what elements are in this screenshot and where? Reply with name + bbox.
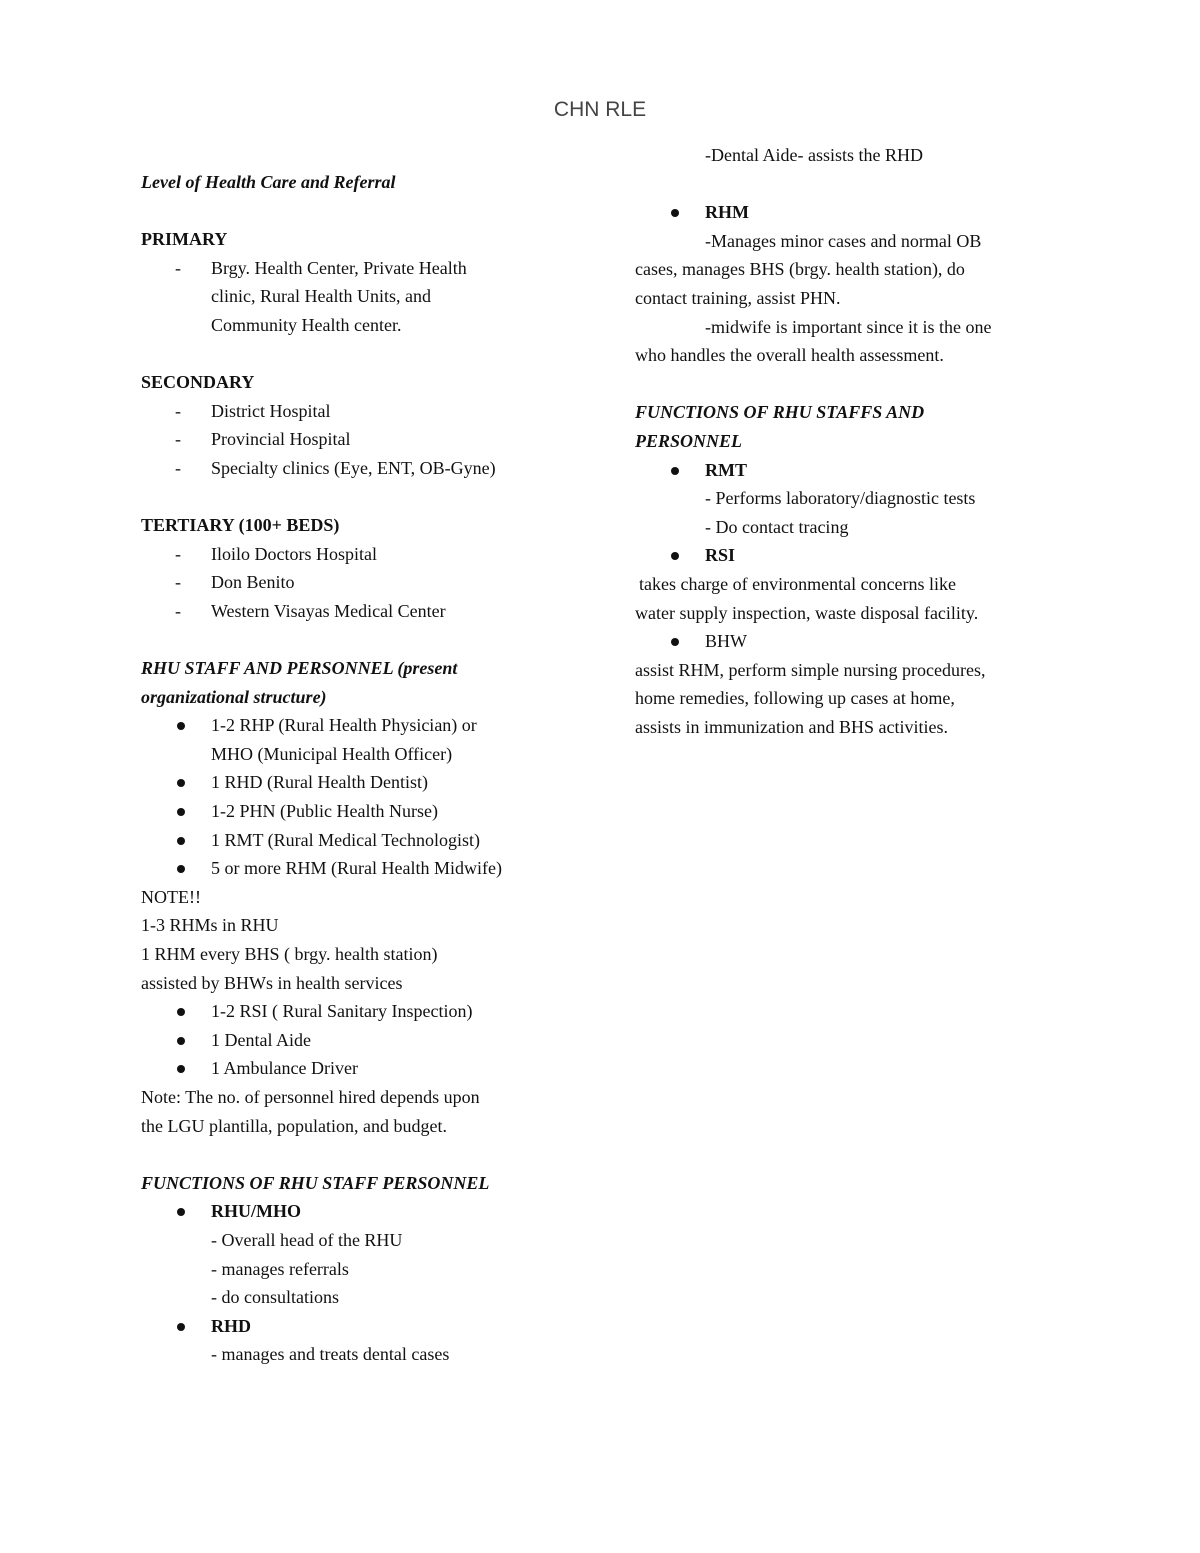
note-line: 1 RHM every BHS ( brgy. health station): [141, 944, 438, 965]
staff-bullet: 1-2 PHN (Public Health Nurse): [141, 797, 581, 826]
secondary-item: - Specialty clinics (Eye, ENT, OB-Gyne): [175, 457, 496, 478]
rhu-staff-heading: RHU STAFF AND PERSONNEL (present: [141, 658, 458, 679]
tertiary-item: - Western Visayas Medical Center: [175, 600, 446, 621]
staff-bullet: 1 Dental Aide: [141, 1026, 581, 1055]
functions2-heading: FUNCTIONS OF RHU STAFFS AND: [635, 402, 925, 423]
bullet-icon: [671, 552, 679, 560]
function-line: - do consultations: [211, 1287, 339, 1308]
staff-bullet: 1 RMT (Rural Medical Technologist): [141, 826, 581, 855]
bhw-line: assist RHM, perform simple nursing procedures,: [635, 659, 986, 680]
bhw-line: assists in immunization and BHS activities.: [635, 716, 948, 737]
function-line: - manages referrals: [211, 1258, 349, 1279]
bullet-icon: [177, 1323, 185, 1331]
bullet-icon: [671, 209, 679, 217]
staff-bullet-cont: MHO (Municipal Health Officer): [211, 743, 453, 764]
bhw-line: home remedies, following up cases at home,: [635, 688, 955, 709]
note2-line: the LGU plantilla, population, and budget.: [141, 1115, 447, 1136]
secondary-title: SECONDARY: [141, 372, 255, 393]
right-column: [635, 141, 1075, 741]
bullet-icon: [177, 779, 185, 787]
function-bullet-rhm: RHM: [635, 198, 1075, 227]
bullet-icon: [177, 865, 185, 873]
function-bullet-rhu-mho: RHU/MHO: [141, 1197, 581, 1226]
bullet-icon: [671, 467, 679, 475]
bullet-icon: [177, 837, 185, 845]
left-column: [141, 168, 581, 1369]
functions-heading: FUNCTIONS OF RHU STAFF PERSONNEL: [141, 1172, 490, 1193]
bullet-icon: [177, 1037, 185, 1045]
bullet-icon: [177, 808, 185, 816]
function-line: - manages and treats dental cases: [211, 1344, 450, 1365]
rhm-line: -Manages minor cases and normal OB: [705, 230, 982, 251]
rsi-line: water supply inspection, waste disposal facility.: [635, 602, 979, 623]
page-header-title: CHN RLE: [553, 98, 647, 121]
note-line: assisted by BHWs in health services: [141, 972, 403, 993]
bullet-icon: [177, 722, 185, 730]
rhm-line: who handles the overall health assessment.: [635, 345, 944, 366]
dash-marker: -: [175, 257, 181, 278]
staff-bullet: 1 RHD (Rural Health Dentist): [141, 768, 581, 797]
primary-title: PRIMARY: [141, 229, 228, 250]
staff-bullet: 5 or more RHM (Rural Health Midwife): [141, 854, 581, 883]
staff-bullet: 1 Ambulance Driver: [141, 1054, 581, 1083]
section-heading-levels: Level of Health Care and Referral: [141, 172, 396, 192]
rhu-staff-heading-cont: organizational structure): [141, 686, 327, 707]
dental-aide-line: -Dental Aide- assists the RHD: [705, 145, 923, 165]
function-bullet-rsi: RSI: [635, 541, 1075, 570]
secondary-item: - Provincial Hospital: [175, 429, 351, 450]
rmt-line: - Do contact tracing: [705, 516, 849, 537]
tertiary-item: - Iloilo Doctors Hospital: [175, 543, 377, 564]
rhm-line: contact training, assist PHN.: [635, 287, 841, 308]
rhm-line: -midwife is important since it is the one: [705, 316, 992, 337]
tertiary-title: TERTIARY (100+ BEDS): [141, 515, 340, 536]
rhm-line: cases, manages BHS (brgy. health station), do: [635, 259, 965, 280]
function-bullet-rmt: RMT: [635, 456, 1075, 485]
function-line: - Overall head of the RHU: [211, 1229, 403, 1250]
bullet-icon: [177, 1065, 185, 1073]
primary-item: - Brgy. Health Center, Private Health: [141, 254, 581, 283]
tertiary-item: - Don Benito: [175, 572, 295, 593]
rmt-line: - Performs laboratory/diagnostic tests: [705, 488, 976, 509]
primary-item-cont: clinic, Rural Health Units, and: [211, 286, 431, 307]
staff-bullet: 1-2 RSI ( Rural Sanitary Inspection): [141, 997, 581, 1026]
secondary-item: - District Hospital: [175, 400, 331, 421]
bullet-icon: [177, 1008, 185, 1016]
staff-bullet: 1-2 RHP (Rural Health Physician) or: [141, 711, 581, 740]
function-bullet-bhw: BHW: [635, 627, 1075, 656]
note-line: 1-3 RHMs in RHU: [141, 915, 279, 936]
bullet-icon: [671, 638, 679, 646]
note-line: NOTE!!: [141, 886, 201, 907]
note2-line: Note: The no. of personnel hired depends upon: [141, 1087, 480, 1107]
functions2-heading-cont: PERSONNEL: [635, 430, 743, 451]
bullet-icon: [177, 1208, 185, 1216]
function-bullet-rhd: RHD: [141, 1312, 581, 1341]
rsi-line: takes charge of environmental concerns like: [639, 573, 957, 594]
primary-item-cont: Community Health center.: [211, 314, 402, 335]
